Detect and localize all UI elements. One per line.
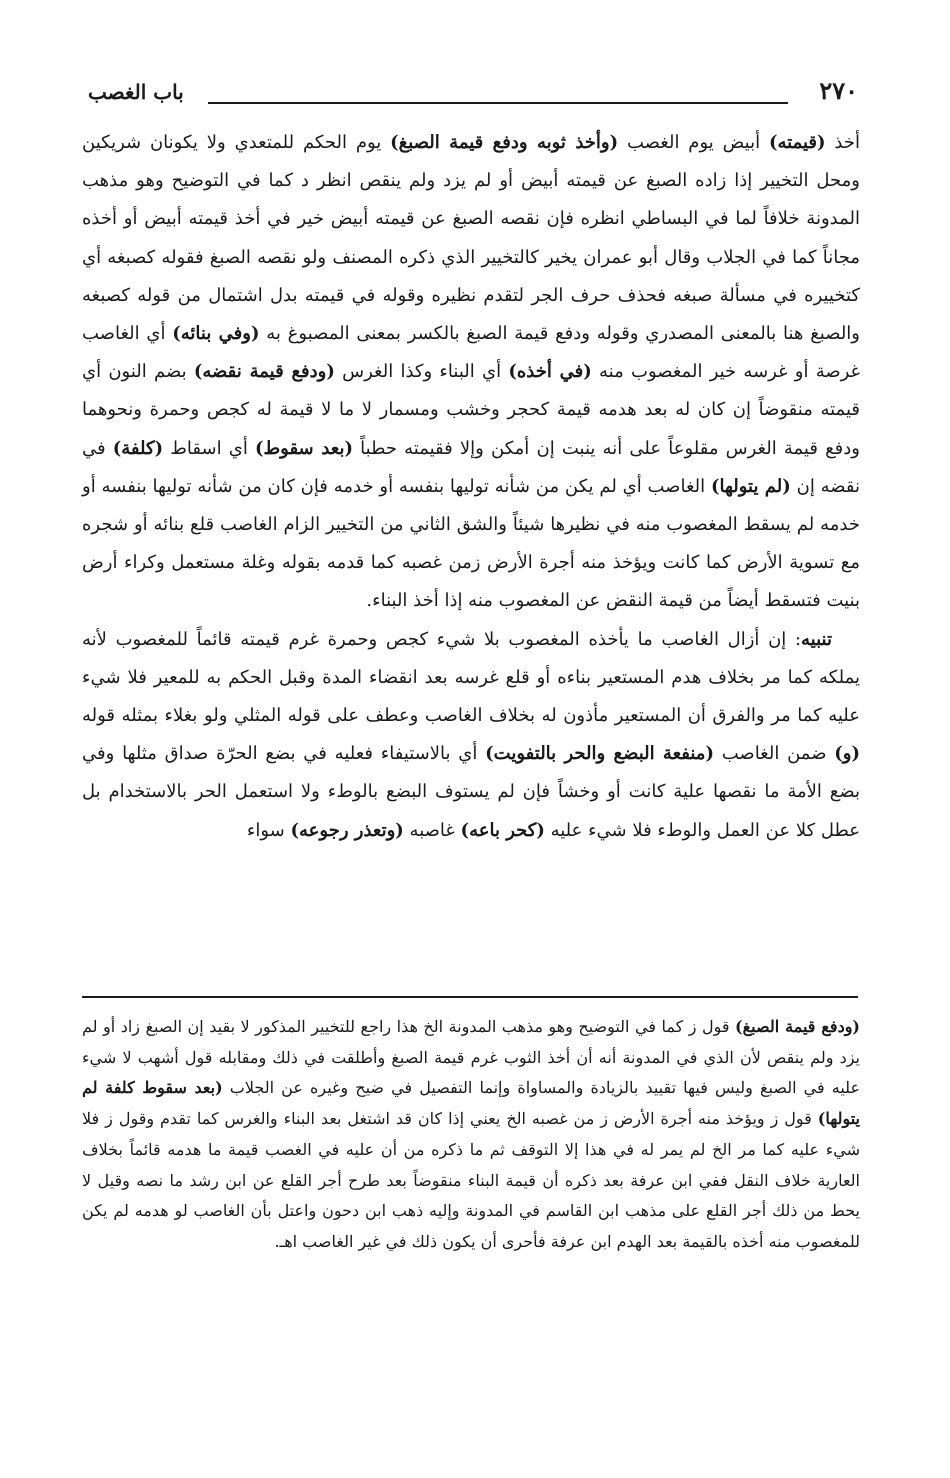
matn-quote: (ودفع قيمة نقضه) <box>193 361 335 383</box>
page-header <box>88 72 858 112</box>
text-run: يوم الحكم للمتعدي ولا يكونان شريكين ومحل التخيير إذا زاده الصبغ عن قيمته أبيض أو لم يزد ولم ينقص انظر د كما في التوضيح وهو مذهب المدونة خلافاً لما في البساطي انظره فإن نقصه الصبغ عن قيمته أبيض خير في أخذ قيمته أبيض أو أخذه مجاناً كما في الجلاب وقال أبو عمران يخير كالتخيير الذي ذكره المصنف ولو نقصه الصبغ فقوله كصبغه أي كتخييره في مسألة صبغه فحذف حرف الجر لتقدم نظيره وقوله في قيمته بدل اشتمال من قوله كصبغه والصبغ هنا بالمعنى المصدري وقوله ودفع قيمة الصبغ بالكسر بمعنى المصبوغ به <box>82 132 860 345</box>
matn-quote: (وتعذر رجوعه) <box>290 819 404 841</box>
matn-quote: (لم يتولها) <box>710 475 791 497</box>
text-run: أي بالاستيفاء فعليه في بضع الحرّة صداق مثلها وفي بضع الأمة ما نقصها علية كانت أو وخشاً فإن لم يستوف البضع بالوطء ولا استعمل الحر بالاستخدام بل عطل كلا عن العمل والوطء فلا شيء عليه <box>82 743 860 841</box>
matn-quote: (بعد سقوط كلفة لم يتولها) <box>82 1078 860 1129</box>
footnote-separator <box>82 996 858 998</box>
matn-quote: (ودفع قيمة الصبغ) <box>735 1017 861 1036</box>
matn-quote: (قيمته) <box>768 132 826 153</box>
matn-quote: (منفعة البضع والحر بالتفويت) <box>485 743 714 765</box>
text-run: سواء <box>246 819 291 841</box>
text-run: أي اسقاط <box>163 437 255 459</box>
footnote-text <box>82 1012 860 1258</box>
text-run: بضم النون أي قيمته منقوضاً إن كان له بعد هدمه قيمة كحجر وخشب ومسمار لا ما لا قيمة له كجص وحمرة ونحوهما ودفع قيمة الغرس مقلوعاً على أنه ينبت إن أمكن وإلا فقيمته حطباً <box>82 361 860 459</box>
matn-quote: (كلفة) <box>112 437 164 459</box>
header-rule <box>208 102 788 104</box>
footnote-paragraph <box>82 1012 860 1258</box>
matn-quote: (وفي بنائه) <box>172 323 260 345</box>
matn-quote: (بعد سقوط) <box>254 437 353 459</box>
matn-quote: (في أخذه) <box>508 361 592 383</box>
text-run: : إن أزال الغاصب ما يأخذه المغصوب بلا شيء كجص وحمرة غرم قيمته قائماً للمغصوب لأنه يملكه كما مر بخلاف هدم المستعير بناءه أو قلع غرسه بعد انقضاء المدة وقبل الحكم به للمعير فلا شيء عليه كما مر والفرق أن المستعير مأذون له بخلاف الغاصب وعطف على قوله المثلي ولو بغلاء بمثله قوله <box>82 628 860 727</box>
matn-quote: (و) <box>834 743 861 765</box>
chapter-title: باب الغصب <box>88 80 184 104</box>
text-run: أي الغاصب غرصة أو غرسه خير المغصوب منه <box>82 323 860 383</box>
text-run: أخذ <box>825 132 860 153</box>
text-run: قول ز كما في التوضيح وهو مذهب المدونة الخ هذا راجع للتخيير المذكور لا بقيد إن الصبغ زاد أو لم يزد ولم ينقص لأن الذي في المدونة أنه أن أخذ الثوب غرم قيمة الصبغ وأطلقت في ذلك ومقابله قول أشهب لا شيء عليه في الصبغ وليس فيها تقييد بالزيادة والمساواة وإنما التفصيل في ضيح وغيره عن الجلاب <box>82 1017 860 1098</box>
matn-quote: (وأخذ ثوبه ودفع قيمة الصبغ) <box>390 132 619 153</box>
main-text <box>82 124 860 850</box>
text-run: أبيض يوم الغصب <box>618 132 769 153</box>
page-number: ٢٧٠ <box>819 76 858 105</box>
text-run: في نقضه إن <box>82 437 860 497</box>
main-paragraph-2 <box>82 621 860 850</box>
text-run: قول ز ويؤخذ منه أجرة الأرض ز من غصبه الخ يعني إذا كان قد اشتغل بعد البناء والغرس كما تقدم وقول ز فلا شيء عليه كما مر الخ لم يمر له في هذا إلا التوقف ثم ما ذكره من أن عليه في الغصب قيمة ما هدمه قائماً بخلاف العارية خلاف النقل ففي ابن عرفة بعد ذكره أن قيمة البناء منقوضاً بعد طرح أجر القلع عن ابن رشد ما نصه وقيل لا يحط من ذلك أجر القلع على مذهب ابن القاسم في المدونة وإليه ذهب ابن دحون واعتل بأن الغاصب لو هدمه لم يكن للمغصوب منه أخذه بالقيمة بعد الهدم ابن عرفة فأحرى أن يكون ذلك في غير الغاصب اهـ. <box>82 1109 860 1251</box>
text-run: الغاصب أي لم يكن من شأنه توليها بنفسه أو خدمه فإن كان من شأنه توليها بنفسه أو خدمه لم يسقط المغصوب منه في نظيرها شيئاً والشق الثاني من التخيير الزام الغاصب قلع بنائه أو شجره مع تسوية الأرض كما كانت ويؤخذ منه أجرة الأرض زمن غصبه كما قدمه بقوله وغلة مستعمل وكراء أرض بنيت فتسقط أيضاً من قيمة النقض عن المغصوب منه إذا أخذ البناء. <box>82 475 860 612</box>
main-paragraph-1 <box>82 124 860 621</box>
text-run: أي البناء وكذا الغرس <box>334 361 509 383</box>
note-label: تنبيه <box>801 628 832 650</box>
text-run: غاصبه <box>403 819 461 841</box>
matn-quote: (كحر باعه) <box>460 819 545 841</box>
text-run: ضمن الغاصب <box>713 743 835 765</box>
